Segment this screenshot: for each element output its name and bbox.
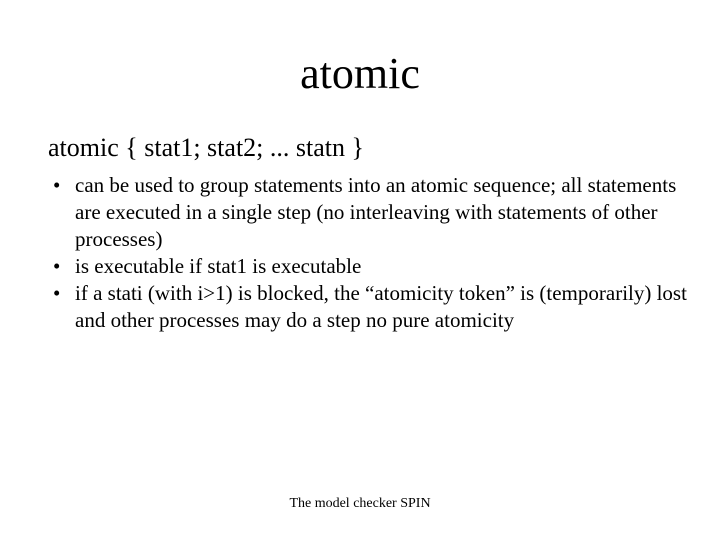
bullet-dot-icon: • — [53, 173, 61, 197]
bullet-text: can be used to group statements into an atomic sequence; all statements are executed in a single step (no interleaving with statements of other processes) — [75, 173, 677, 251]
syntax-line: atomic { stat1; stat2; ... statn } — [48, 133, 364, 162]
bullet-list — [48, 172, 688, 334]
slide-footer: The model checker SPIN — [289, 496, 431, 511]
bullet-item — [48, 280, 688, 334]
bullet-text: is executable if stat1 is executable — [75, 254, 362, 278]
bullet-item — [48, 253, 688, 280]
bullet-dot-icon: • — [53, 281, 61, 305]
bullet-text: if a stati (with i>1) is blocked, the “atomicity token” is (temporarily) lost and other processes may do a step no pure atomicity — [75, 281, 687, 332]
bullet-dot-icon: • — [53, 254, 61, 278]
bullet-item — [48, 172, 688, 253]
slide-title: atomic — [300, 49, 420, 98]
